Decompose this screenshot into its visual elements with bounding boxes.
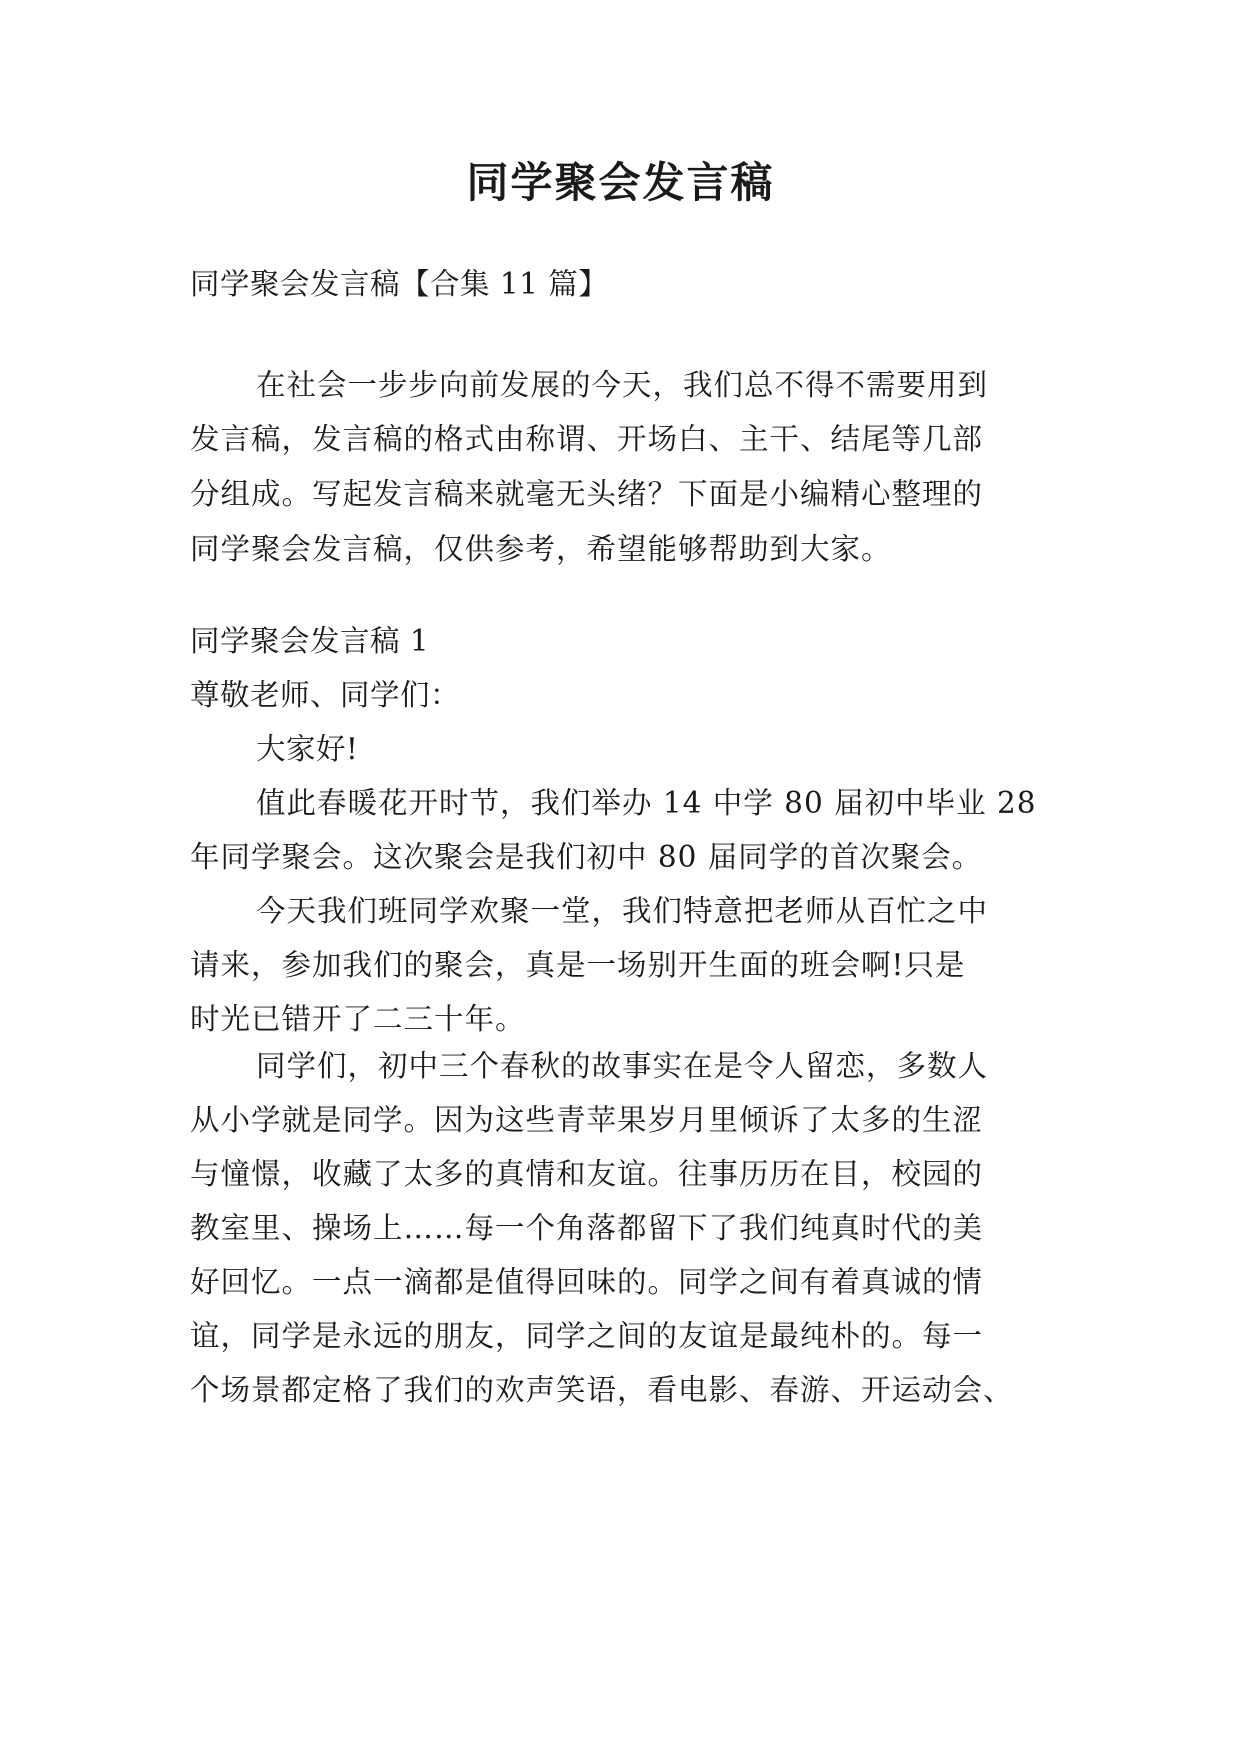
paragraph-line: 时光已错开了二三十年。 bbox=[190, 1002, 526, 1036]
section-heading: 同学聚会发言稿 1 bbox=[190, 624, 430, 658]
salutation: 尊敬老师、同学们： bbox=[190, 678, 461, 712]
paragraph-line: 教室里、操场上……每一个角落都留下了我们纯真时代的美 bbox=[190, 1211, 984, 1245]
paragraph-2 bbox=[190, 884, 1050, 1046]
paragraph-line: 谊，同学是永远的朋友，同学之间的友谊是最纯朴的。每一 bbox=[190, 1319, 984, 1353]
paragraph-line: 值此春暖花开时节，我们举办 14 中学 80 届初中毕业 28 bbox=[256, 786, 1037, 820]
paragraph-1 bbox=[190, 776, 1050, 884]
paragraph-line: 年同学聚会。这次聚会是我们初中 80 届同学的首次聚会。 bbox=[190, 840, 983, 874]
paragraph-line: 好回忆。一点一滴都是值得回味的。同学之间有着真诚的情 bbox=[190, 1265, 984, 1299]
intro-paragraph bbox=[190, 358, 1050, 577]
paragraph-line: 与憧憬，收藏了太多的真情和友谊。往事历历在目，校园的 bbox=[190, 1157, 984, 1191]
intro-line: 分组成。写起发言稿来就毫无头绪？下面是小编精心整理的 bbox=[190, 477, 984, 511]
document-subtitle: 同学聚会发言稿【合集 11 篇】 bbox=[190, 267, 609, 301]
paragraph-3 bbox=[190, 1039, 1050, 1417]
intro-line: 发言稿，发言稿的格式由称谓、开场白、主干、结尾等几部 bbox=[190, 422, 984, 456]
paragraph-line: 同学们，初中三个春秋的故事实在是令人留恋，多数人 bbox=[256, 1049, 989, 1083]
greeting: 大家好! bbox=[256, 732, 359, 766]
document-title: 同学聚会发言稿 bbox=[466, 158, 775, 207]
intro-line: 在社会一步步向前发展的今天，我们总不得不需要用到 bbox=[256, 368, 989, 402]
intro-line: 同学聚会发言稿，仅供参考，希望能够帮助到大家。 bbox=[190, 532, 892, 566]
paragraph-line: 请来，参加我们的聚会，真是一场别开生面的班会啊!只是 bbox=[190, 948, 966, 982]
paragraph-line: 从小学就是同学。因为这些青苹果岁月里倾诉了太多的生涩 bbox=[190, 1103, 984, 1137]
paragraph-line: 今天我们班同学欢聚一堂，我们特意把老师从百忙之中 bbox=[256, 894, 989, 928]
paragraph-line: 个场景都定格了我们的欢声笑语，看电影、春游、开运动会、 bbox=[190, 1373, 1014, 1407]
